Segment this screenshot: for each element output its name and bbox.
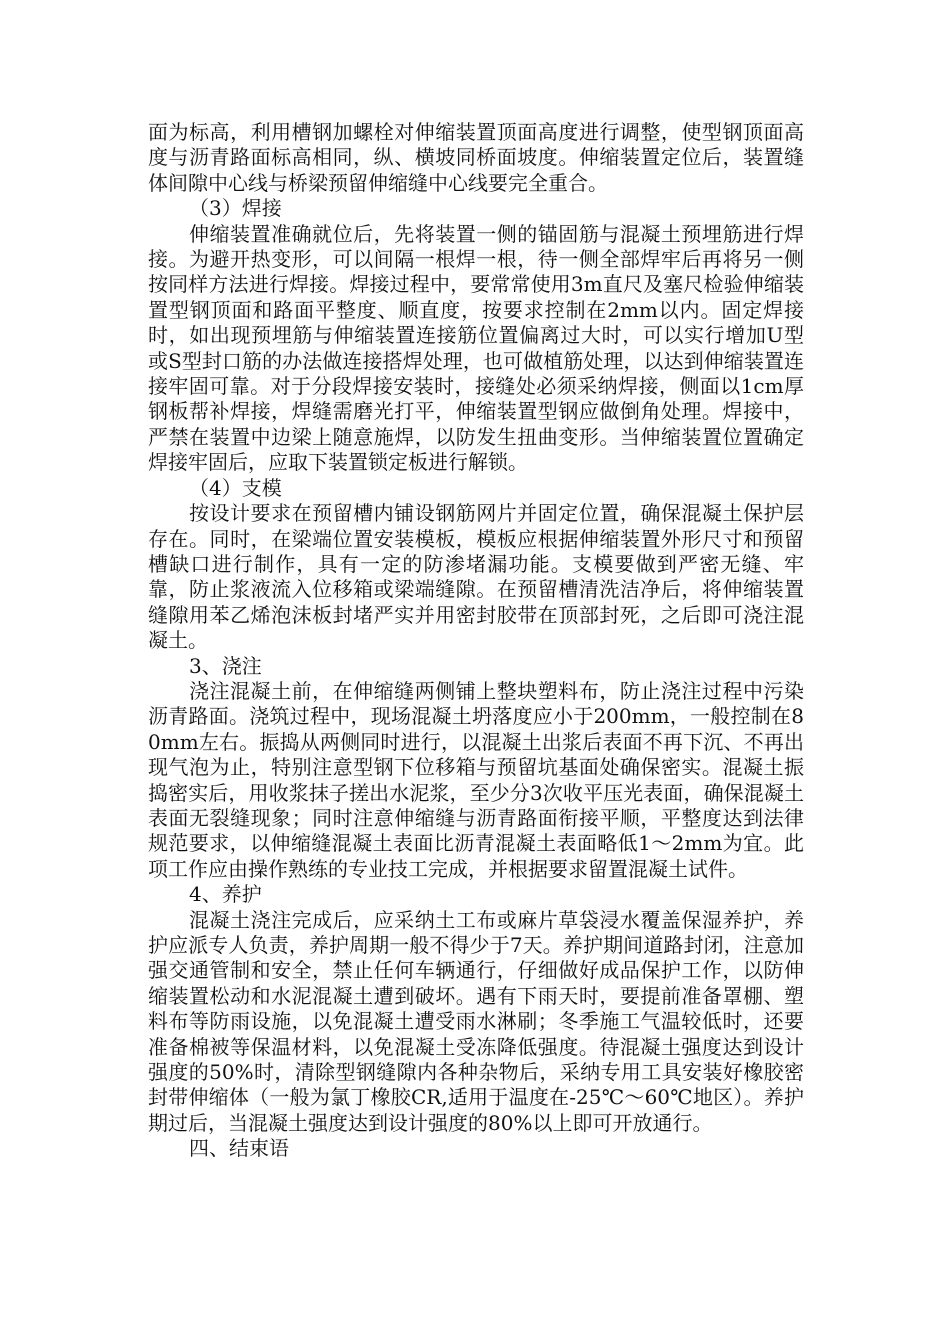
heading-curing: 4、养护 (189, 882, 262, 907)
paragraph-curing: 混凝土浇注完成后，应采纳土工布或麻片草袋浸水覆盖保湿养护，养护应派专人负责，养护周期一般不得少于7天。养护期间道路封闭，注意加强交通管制和安全，禁止任何车辆通行，仔细做好成品保护工作，以防伸缩装置松动和水泥混凝土遭到破坏。遇有下雨天时，要提前准备罩棚、塑料布等防雨设施，以免混凝土遭受雨水淋刷；冬季施工气温较低时，还要准备棉被等保温材料，以免混凝土受冻降低强度。待混凝土强度达到设计强度的50%时，清除型钢缝隙内各种杂物后，采纳专用工具安装好橡胶密封带伸缩体（一般为氯丁橡胶CR,适用于温度在-25℃～60℃地区）。养护期过后，当混凝土强度达到设计强度的80%以上即可开放通行。 (148, 907, 804, 1135)
paragraph-formwork: 按设计要求在预留槽内铺设钢筋网片并固定位置，确保混凝土保护层存在。同时，在梁端位置安装模板，模板应根据伸缩装置外形尺寸和预留槽缺口进行制作，具有一定的防渗堵漏功能。支模要做到严密无缝、牢靠，防止浆液流入位移箱或梁端缝隙。在预留槽清洗洁净后，将伸缩装置缝隙用苯乙烯泡沫板封堵严实并用密封胶带在顶部封死，之后即可浇注混凝土。 (148, 501, 804, 653)
paragraph-alignment: 面为标高，利用槽钢加螺栓对伸缩装置顶面高度进行调整，使型钢顶面高度与沥青路面标高相同，纵、横坡同桥面坡度。伸缩装置定位后，装置缝体间隙中心线与桥梁预留伸缩缝中心线要完全重合。 (148, 120, 804, 195)
heading-formwork: （4）支模 (189, 475, 282, 500)
heading-welding: （3）焊接 (189, 196, 282, 221)
document-page (148, 120, 804, 1162)
heading-pouring: 3、浇注 (189, 653, 262, 678)
paragraph-pouring: 浇注混凝土前，在伸缩缝两侧铺上整块塑料布，防止浇注过程中污染沥青路面。浇筑过程中，现场混凝土坍落度应小于200mm，一般控制在80mm左右。振捣从两侧同时进行，以混凝土出浆后表面不再下沉、不再出现气泡为止，特别注意型钢下位移箱与预留坑基面处确保密实。混凝土振捣密实后，用收浆抹子搓出水泥浆，至少分3次收平压光表面，确保混凝土表面无裂缝现象；同时注意伸缩缝与沥青路面衔接平顺，平整度达到法律规范要求，以伸缩缝混凝土表面比沥青混凝土表面略低1～2mm为宜。此项工作应由操作熟练的专业技工完成，并根据要求留置混凝土试件。 (148, 678, 804, 881)
paragraph-welding: 伸缩装置准确就位后，先将装置一侧的锚固筋与混凝土预埋筋进行焊接。为避开热变形，可以间隔一根焊一根，待一侧全部焊牢后再将另一侧按同样方法进行焊接。焊接过程中，要常常使用3m直尺及塞尺检验伸缩装置型钢顶面和路面平整度、顺直度，按要求控制在2mm以内。固定焊接时，如出现预埋筋与伸缩装置连接筋位置偏离过大时，可以实行增加U型或S型封口筋的办法做连接搭焊处理，也可做植筋处理，以达到伸缩装置连接牢固可靠。对于分段焊接安装时，接缝处必须采纳焊接，侧面以1cm厚钢板帮补焊接，焊缝需磨光打平，伸缩装置型钢应做倒角处理。焊接中，严禁在装置中边梁上随意施焊，以防发生扭曲变形。当伸缩装置位置确定焊接牢固后，应取下装置锁定板进行解锁。 (148, 221, 804, 475)
heading-conclusion: 四、结束语 (189, 1136, 289, 1161)
